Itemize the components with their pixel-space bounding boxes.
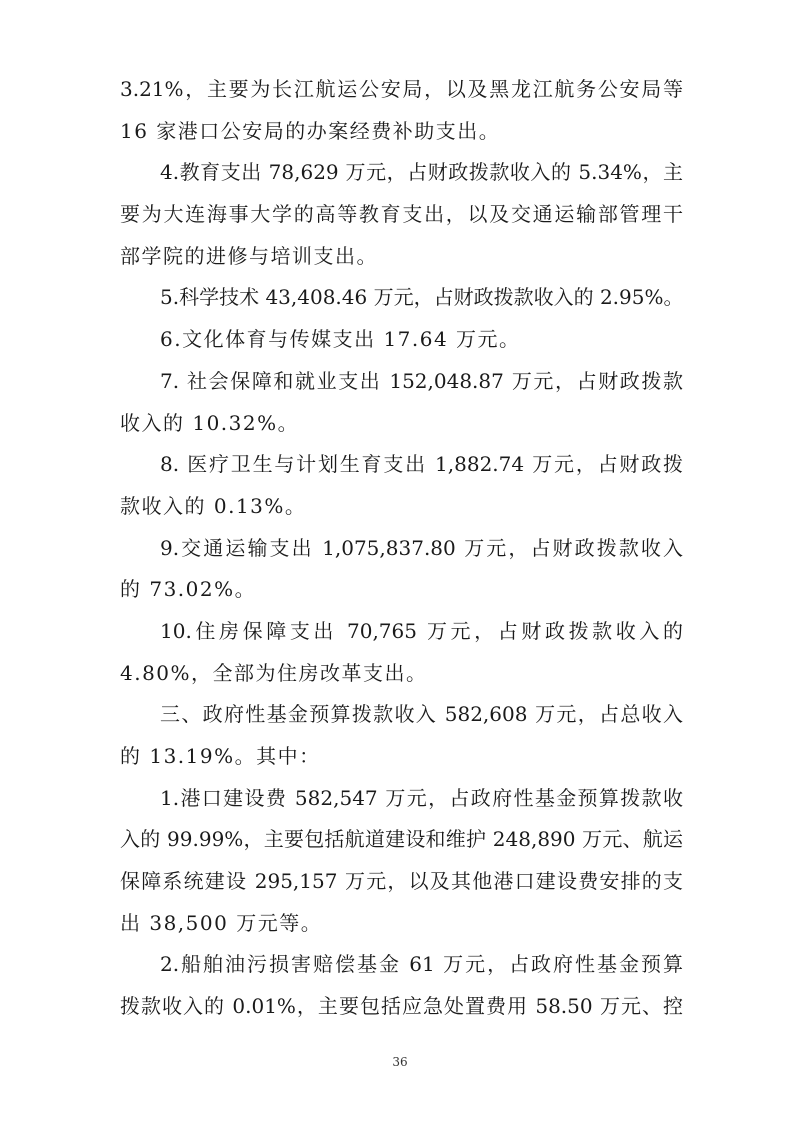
text-line: 出 38,500 万元等。 — [120, 910, 323, 935]
text-line: 的 73.02%。 — [120, 577, 257, 602]
paragraph-culture — [120, 319, 683, 361]
paragraph-social-security — [120, 361, 683, 444]
paragraph-government-fund — [120, 694, 683, 777]
text-line: 5.科学技术 43,408.46 万元，占财政拨款收入的 2.95%。 — [160, 285, 684, 310]
text-line: 收入的 10.32%。 — [120, 410, 300, 435]
paragraph-housing — [120, 611, 683, 694]
text-line: 10.住房保障支出 70,765 万元，占财政拨款收入的 — [160, 618, 683, 643]
text-line: 入的 99.99%，主要包括航道建设和维护 248,890 万元、航运 — [120, 827, 683, 852]
text-line: 7. 社会保障和就业支出 152,048.87 万元，占财政拨款 — [160, 368, 683, 393]
paragraph-education — [120, 152, 683, 277]
text-line: 拨款收入的 0.01%，主要包括应急处置费用 58.50 万元、控 — [120, 994, 683, 1019]
paragraph-oil-pollution-fund — [120, 944, 683, 1027]
paragraph-science — [120, 277, 683, 319]
text-line: 4.80%，全部为住房改革支出。 — [120, 660, 428, 685]
text-line: 16 家港口公安局的办案经费补助支出。 — [120, 118, 501, 143]
paragraph-port-construction-fee — [120, 778, 683, 945]
text-line: 4.教育支出 78,629 万元，占财政拨款收入的 5.34%，主 — [160, 160, 683, 185]
text-line: 三、政府性基金预算拨款收入 582,608 万元，占总收入 — [160, 702, 683, 727]
text-line: 6.文化体育与传媒支出 17.64 万元。 — [160, 327, 521, 352]
page-number: 36 — [392, 1055, 408, 1069]
paragraph-continuation — [120, 69, 683, 152]
text-line: 1.港口建设费 582,547 万元，占政府性基金预算拨款收 — [160, 785, 683, 810]
text-line: 款收入的 0.13%。 — [120, 493, 307, 518]
document-body — [120, 69, 683, 1028]
text-line: 2.船舶油污损害赔偿基金 61 万元，占政府性基金预算 — [160, 952, 683, 977]
text-line: 8. 医疗卫生与计划生育支出 1,882.74 万元，占财政拨 — [160, 452, 683, 477]
paragraph-health — [120, 444, 683, 527]
text-line: 9.交通运输支出 1,075,837.80 万元，占财政拨款收入 — [160, 535, 683, 560]
text-line: 部学院的进修与培训支出。 — [120, 243, 378, 268]
text-line: 保障系统建设 295,157 万元，以及其他港口建设费安排的支 — [120, 869, 683, 894]
text-line: 要为大连海事大学的高等教育支出，以及交通运输部管理干 — [120, 202, 683, 227]
text-line: 的 13.19%。其中： — [120, 744, 321, 768]
text-line: 3.21%，主要为长江航运公安局，以及黑龙江航务公安局等 — [120, 77, 683, 101]
paragraph-transport — [120, 528, 683, 611]
